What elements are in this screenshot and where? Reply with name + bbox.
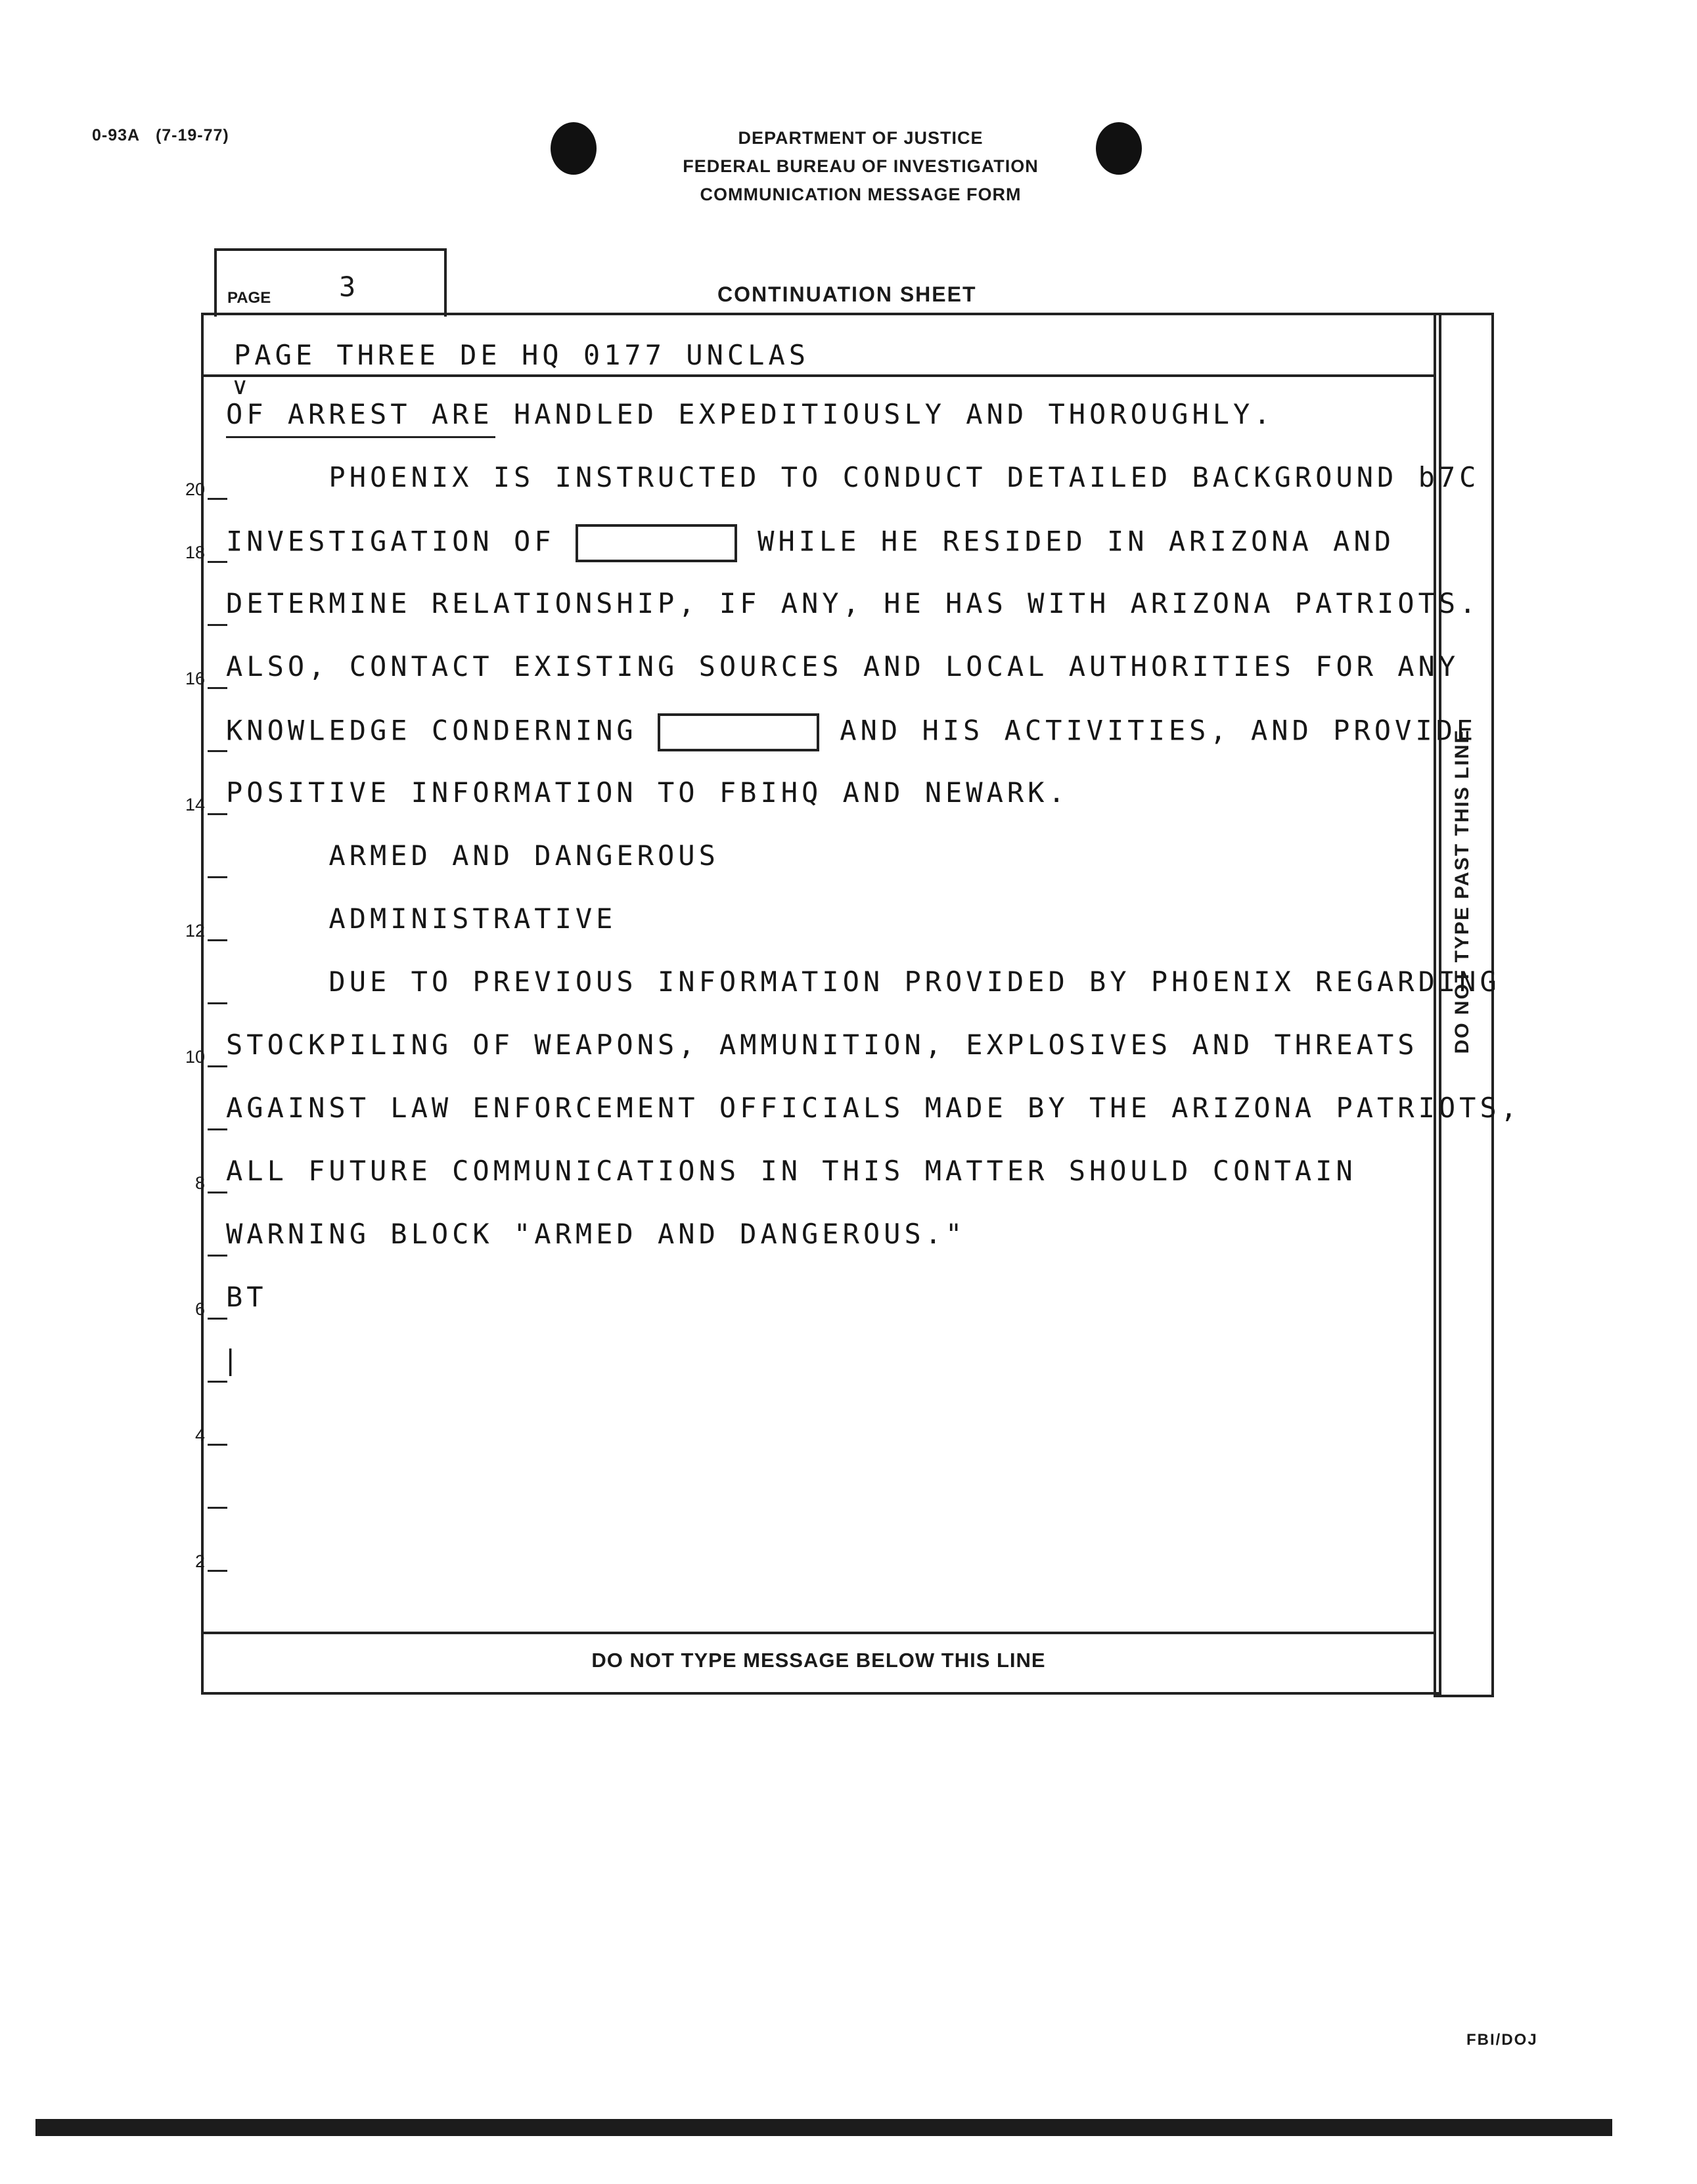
line-number: 14 xyxy=(185,795,205,814)
margin-tick xyxy=(208,1318,227,1320)
message-frame xyxy=(201,313,1441,1695)
margin-tick xyxy=(208,1381,227,1383)
body-line: WARNING BLOCK "ARMED AND DANGEROUS." xyxy=(226,1218,966,1250)
body-line-text: WHILE HE RESIDED IN ARIZONA AND xyxy=(736,525,1395,558)
margin-tick xyxy=(208,561,227,563)
body-line: DUE TO PREVIOUS INFORMATION PROVIDED BY PHOENIX REGARDING xyxy=(226,966,1501,998)
redaction-box xyxy=(576,524,737,562)
body-line: PHOENIX IS INSTRUCTED TO CONDUCT DETAILED BACKGROUND b7C xyxy=(226,461,1480,493)
header-rule xyxy=(201,374,1436,377)
margin-tick xyxy=(208,1570,227,1572)
bottom-bar xyxy=(35,2119,1612,2136)
body-line: AGAINST LAW ENFORCEMENT OFFICIALS MADE BY THE ARIZONA PATRIOTS, xyxy=(226,1092,1522,1124)
margin-tick xyxy=(208,624,227,626)
page-label: PAGE xyxy=(227,289,271,307)
line-number: 8 xyxy=(194,1173,205,1193)
body-line-text: AND HIS ACTIVITIES, AND PROVIDE xyxy=(819,714,1478,747)
check-mark-icon: ∨ xyxy=(231,373,249,400)
margin-tick xyxy=(208,498,227,500)
line-number: 10 xyxy=(185,1047,205,1067)
line-number: 18 xyxy=(185,543,205,562)
margin-tick xyxy=(208,939,227,941)
agency-mark: FBI/DOJ xyxy=(1466,2031,1538,2049)
header-bureau: FEDERAL BUREAU OF INVESTIGATION xyxy=(683,156,1039,176)
agency-header xyxy=(598,128,1123,205)
message-header: PAGE THREE DE HQ 0177 UNCLAS xyxy=(234,339,810,371)
margin-tick xyxy=(208,1002,227,1004)
margin-tick xyxy=(208,1255,227,1257)
margin-tick xyxy=(208,1507,227,1509)
continuation-title: CONTINUATION SHEET xyxy=(717,282,977,306)
line-number: 4 xyxy=(194,1425,205,1445)
form-number: 0-93A xyxy=(92,126,141,145)
margin-tick xyxy=(208,750,227,752)
margin-tick xyxy=(208,1065,227,1067)
body-line-text: INVESTIGATION OF xyxy=(226,525,576,558)
line-number: 20 xyxy=(185,479,205,499)
body-line: ARMED AND DANGEROUS xyxy=(226,839,719,872)
margin-tick xyxy=(208,687,227,689)
page-number: 3 xyxy=(339,271,356,303)
body-line-text: KNOWLEDGE CONDERNING xyxy=(226,714,658,747)
page-number-box xyxy=(214,248,447,317)
bottom-rule xyxy=(201,1632,1436,1634)
line-number: 6 xyxy=(194,1299,205,1319)
body-line-with-redaction xyxy=(226,524,1395,562)
header-form-name: COMMUNICATION MESSAGE FORM xyxy=(700,185,1022,204)
header-department: DEPARTMENT OF JUSTICE xyxy=(738,128,984,148)
line-number: 2 xyxy=(194,1551,205,1571)
redaction-box xyxy=(658,713,819,751)
body-line: ALSO, CONTACT EXISTING SOURCES AND LOCAL AUTHORITIES FOR ANY xyxy=(226,650,1460,682)
line-number: 16 xyxy=(185,669,205,688)
punch-hole-left xyxy=(551,122,597,175)
line-number: 12 xyxy=(185,921,205,941)
body-line-with-redaction xyxy=(226,713,1477,751)
form-date: (7-19-77) xyxy=(155,126,229,145)
form-id xyxy=(92,126,229,145)
body-line: ALL FUTURE COMMUNICATIONS IN THIS MATTER SHOULD CONTAIN xyxy=(226,1155,1357,1187)
footer-instruction: DO NOT TYPE MESSAGE BELOW THIS LINE xyxy=(591,1649,1046,1672)
side-margin-warning: DO NOT TYPE PAST THIS LINE xyxy=(1451,728,1473,1054)
margin-tick xyxy=(208,813,227,815)
underline-mark xyxy=(226,436,495,438)
body-line: BT xyxy=(226,1281,267,1313)
margin-tick xyxy=(208,1444,227,1446)
margin-tick xyxy=(208,876,227,878)
margin-tick xyxy=(208,1192,227,1193)
body-line: OF ARREST ARE HANDLED EXPEDITIOUSLY AND THOROUGHLY. xyxy=(226,398,1275,430)
body-line: POSITIVE INFORMATION TO FBIHQ AND NEWARK. xyxy=(226,776,1069,809)
body-line: STOCKPILING OF WEAPONS, AMMUNITION, EXPLOSIVES AND THREATS xyxy=(226,1029,1418,1061)
body-line: DETERMINE RELATIONSHIP, IF ANY, HE HAS WITH ARIZONA PATRIOTS. xyxy=(226,587,1480,619)
body-line: | xyxy=(222,1344,243,1376)
margin-tick xyxy=(208,1128,227,1130)
body-line: ADMINISTRATIVE xyxy=(226,903,617,935)
